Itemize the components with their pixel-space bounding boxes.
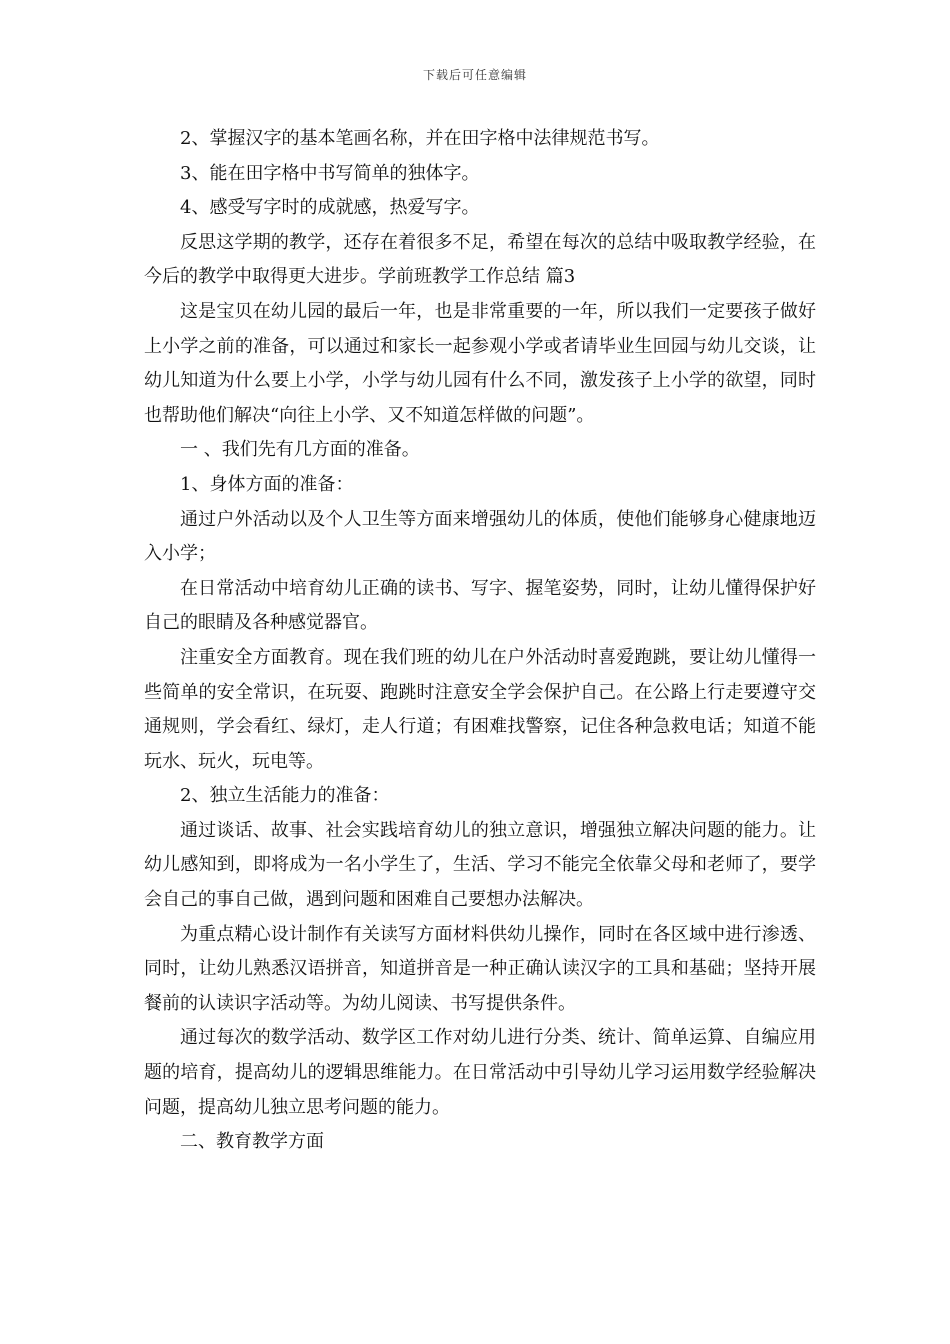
paragraph: 4、感受写字时的成就感，热爱写字。 <box>180 197 480 219</box>
subsection-heading: 1、身体方面的准备： <box>180 473 354 495</box>
document-body <box>144 122 816 1160</box>
paragraph: 2、掌握汉字的基本笔画名称，并在田字格中法律规范书写。 <box>180 128 660 149</box>
section-heading: 一 、我们先有几方面的准备。 <box>180 439 420 461</box>
page-header: 下载后可任意编辑 <box>422 68 527 82</box>
paragraph: 通过谈话、故事、社会实践培育幼儿的独立意识，增强独立解决问题的能力。让幼儿感知到，即将成为一名小学生了，生活、学习不能完全依靠父母和老师了，要学会自己的事自己做，遇到问题和困难自己要想办法解决。 <box>144 819 816 911</box>
paragraph: 为重点精心设计制作有关读写方面材料供幼儿操作，同时在各区域中进行渗透、同时，让幼儿熟悉汉语拼音，知道拼音是一种正确认读汉字的工具和基础；坚持开展餐前的认读识字活动等。为幼儿阅读、书写提供条件。 <box>144 923 816 1014</box>
paragraph: 在日常活动中培育幼儿正确的读书、写字、握笔姿势，同时，让幼儿懂得保护好自己的眼睛及各种感觉器官。 <box>144 577 816 634</box>
paragraph: 这是宝贝在幼儿园的最后一年，也是非常重要的一年，所以我们一定要孩子做好上小学之前的准备，可以通过和家长一起参观小学或者请毕业生回园与幼儿交谈，让幼儿知道为什么要上小学，小学与幼儿园有什么不同，激发孩子上小学的欲望，同时也帮助他们解决“向往上小学、又不知道怎样做的问题”。 <box>144 300 816 426</box>
paragraph: 注重安全方面教育。现在我们班的幼儿在户外活动时喜爱跑跳，要让幼儿懂得一些简单的安全常识，在玩耍、跑跳时注意安全学会保护自己。在公路上行走要遵守交通规则，学会看红、绿灯，走人行道；有困难找警察，记住各种急救电话；知道不能玩水、玩火，玩电等。 <box>144 646 816 772</box>
paragraph: 3、能在田字格中书写简单的独体字。 <box>180 162 480 184</box>
section-heading: 二、教育教学方面 <box>180 1131 324 1153</box>
paragraph: 通过每次的数学活动、数学区工作对幼儿进行分类、统计、简单运算、自编应用题的培育，提高幼儿的逻辑思维能力。在日常活动中引导幼儿学习运用数学经验解决问题，提高幼儿独立思考问题的能力。 <box>144 1027 816 1118</box>
paragraph: 反思这学期的教学，还存在着很多不足，希望在每次的总结中吸取教学经验，在今后的教学中取得更大进步。学前班教学工作总结 篇3 <box>144 231 816 288</box>
paragraph: 通过户外活动以及个人卫生等方面来增强幼儿的体质，使他们能够身心健康地迈入小学； <box>144 508 816 565</box>
subsection-heading: 2、独立生活能力的准备： <box>180 785 390 807</box>
